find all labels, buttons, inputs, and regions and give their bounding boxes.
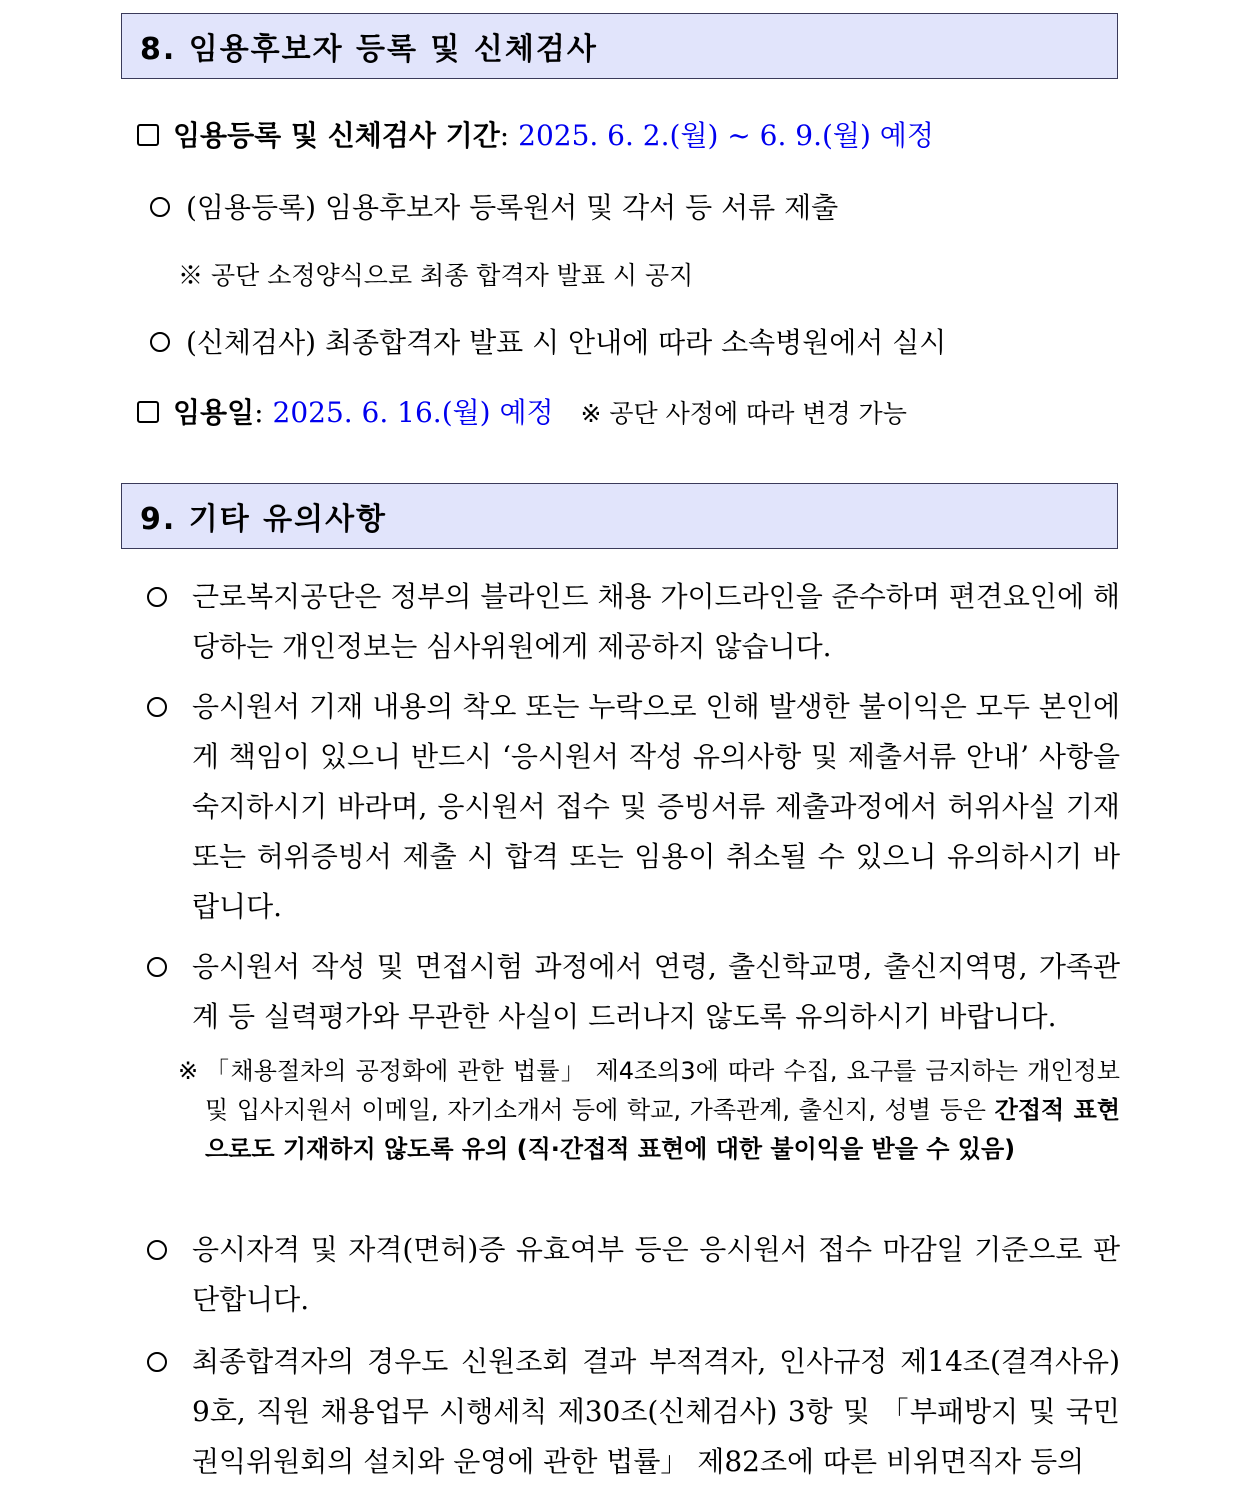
circle-bullet-icon — [147, 950, 183, 986]
square-bullet-icon — [137, 124, 159, 146]
registration-item-text: (임용등록) 임용후보자 등록원서 및 각서 등 서류 제출 — [186, 191, 839, 224]
circle-bullet-icon — [147, 690, 183, 726]
appointment-date-line — [137, 395, 907, 432]
unrelated-facts-paragraph: 응시원서 작성 및 면접시험 과정에서 연령, 출신학교명, 출신지역명, 가족관계 등 실력평가와 무관한 사실이 드러나지 않도록 유의하시기 바랍니다. — [192, 950, 1120, 1033]
fair-hiring-law-note — [205, 1052, 1120, 1169]
note-bold-text: 간접적 표현으로도 기재하지 않도록 유의 (직·간접적 표현에 대한 불이익을 받을 수 있음) — [205, 1096, 1120, 1163]
section-8-title: 8. 임용후보자 등록 및 신체검사 — [140, 32, 598, 67]
qualification-paragraph: 응시자격 및 자격(면허)증 유효여부 등은 응시원서 접수 마감일 기준으로 판단합니다. — [192, 1233, 1120, 1316]
medical-exam-item — [150, 325, 946, 361]
note-text: 「채용절차의 공정화에 관한 법률」 제4조의3에 따라 수집, 요구를 금지하는 개인정보 및 입사지원서 이메일, 자기소개서 등에 학교, 가족관계, 출신지, 성별 등은 — [205, 1057, 1120, 1124]
circle-bullet-icon — [147, 1233, 183, 1269]
application-accuracy-paragraph: 응시원서 기재 내용의 착오 또는 누락으로 인해 발생한 불이익은 모두 본인에게 책임이 있으니 반드시 ‘응시원서 작성 유의사항 및 제출서류 안내’ 사항을 숙지하시기 바라며, 응시원서 접수 및 증빙서류 제출과정에서 허위사실 기재 또는 허위증빙서 제출 시 합격 또는 임용이 취소될 수 있으니 유의하시기 바랍니다. — [192, 690, 1120, 923]
period-label: 임용등록 및 신체검사 기간 — [173, 119, 500, 152]
section-8-header — [121, 13, 1118, 79]
section-9-header — [121, 483, 1118, 549]
medical-exam-item-text: (신체검사) 최종합격자 발표 시 안내에 따라 소속병원에서 실시 — [186, 326, 947, 359]
registration-item — [150, 190, 838, 226]
disqualification-paragraph: 최종합격자의 경우도 신원조회 결과 부적격자, 인사규정 제14조(결격사유) 9호, 직원 채용업무 시행세칙 제30조(신체검사) 3항 및 「부패방지 및 국민권익위원회의 설치와 운영에 관한 법률」 제82조에 따른 비위면직자 등의 — [192, 1345, 1120, 1478]
square-bullet-icon — [137, 401, 159, 423]
registration-note: ※ 공단 소정양식으로 최종 합격자 발표 시 공지 — [178, 261, 694, 290]
circle-bullet-icon — [150, 197, 170, 217]
registration-period-line — [137, 118, 934, 154]
note-mark: ※ — [178, 1057, 199, 1085]
blind-hiring-paragraph: 근로복지공단은 정부의 블라인드 채용 가이드라인을 준수하며 편견요인에 해당하는 개인정보는 심사위원에게 제공하지 않습니다. — [192, 580, 1120, 663]
section-9-title: 9. 기타 유의사항 — [140, 502, 388, 537]
circle-bullet-icon — [147, 580, 183, 616]
appointment-colon: : — [254, 396, 264, 429]
appointment-note: ※ 공단 사정에 따라 변경 가능 — [580, 399, 907, 428]
circle-bullet-icon — [147, 1345, 183, 1381]
appointment-label: 임용일 — [173, 396, 255, 429]
period-colon: : — [499, 119, 510, 152]
circle-bullet-icon — [150, 332, 170, 352]
appointment-value: 2025. 6. 16.(월) 예정 — [272, 396, 554, 429]
period-value: 2025. 6. 2.(월) ~ 6. 9.(월) 예정 — [518, 119, 934, 152]
